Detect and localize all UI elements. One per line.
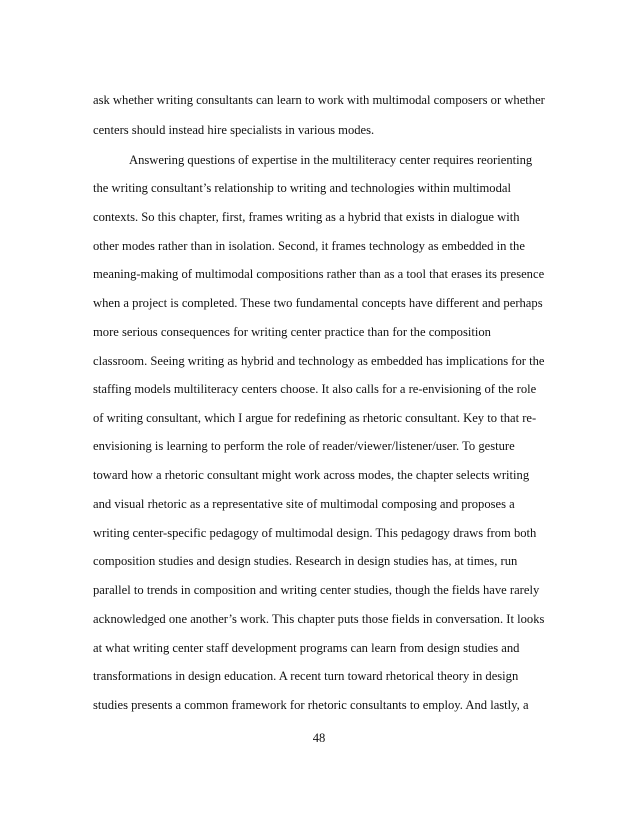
text-line: writing center-specific pedagogy of multimodal design. This pedagogy draws from both xyxy=(93,526,537,540)
text-line: transformations in design education. A recent turn toward rhetorical theory in design xyxy=(93,669,519,683)
text-line: more serious consequences for writing center practice than for the composition xyxy=(93,325,491,339)
text-line: composition studies and design studies. Research in design studies has, at times, run xyxy=(93,554,518,568)
text-line: acknowledged one another’s work. This chapter puts those fields in conversation. It looks xyxy=(93,612,545,626)
text-line: and visual rhetoric as a representative site of multimodal composing and proposes a xyxy=(93,497,515,511)
text-line: centers should instead hire specialists in various modes. xyxy=(93,123,375,137)
text-line: meaning-making of multimodal compositions rather than as a tool that erases its presence xyxy=(93,267,545,281)
text-line: other modes rather than in isolation. Second, it frames technology as embedded in the xyxy=(93,239,525,253)
text-line: ask whether writing consultants can learn to work with multimodal composers or whether xyxy=(93,93,545,107)
paragraph-first-line: Answering questions of expertise in the multiliteracy center requires reorienting xyxy=(129,153,533,167)
page-number: 48 xyxy=(312,731,326,745)
text-line: parallel to trends in composition and writing center studies, though the fields have rarely xyxy=(93,583,540,597)
text-line: the writing consultant’s relationship to writing and technologies within multimodal xyxy=(93,181,511,195)
text-line: envisioning is learning to perform the role of reader/viewer/listener/user. To gesture xyxy=(93,439,515,453)
text-line: toward how a rhetoric consultant might work across modes, the chapter selects writing xyxy=(93,468,530,482)
text-line: classroom. Seeing writing as hybrid and technology as embedded has implications for the xyxy=(93,354,545,368)
text-line: studies presents a common framework for rhetoric consultants to employ. And lastly, a xyxy=(93,698,529,712)
text-line: at what writing center staff development programs can learn from design studies and xyxy=(93,641,520,655)
text-line: contexts. So this chapter, first, frames writing as a hybrid that exists in dialogue with xyxy=(93,210,520,224)
text-line: when a project is completed. These two fundamental concepts have different and perhaps xyxy=(93,296,543,310)
text-line: of writing consultant, which I argue for redefining as rhetoric consultant. Key to that re- xyxy=(93,411,537,425)
text-line: staffing models multiliteracy centers choose. It also calls for a re-envisioning of the role xyxy=(93,382,537,396)
